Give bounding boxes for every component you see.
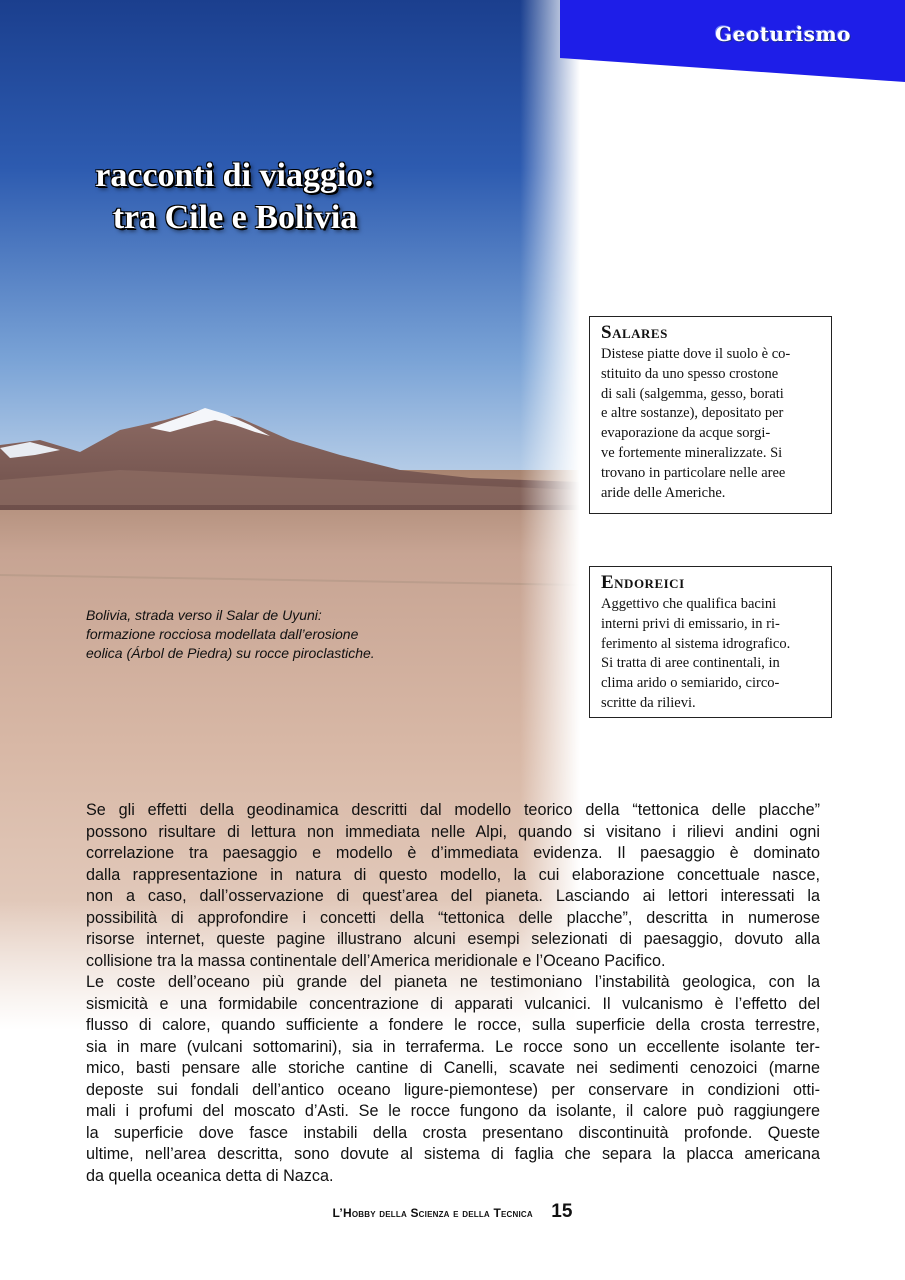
body-line: collisione tra la massa continentale dell’America meridionale e l’Oceano Pacifico. [86,951,666,970]
glossary-term: Endoreici [601,572,685,593]
definition-line: ferimento al sistema idrografico. [601,635,791,652]
body-line: risorse internet, queste pagine illustrano alcuni esempi selezionati di paesaggio, dovuto alla [86,930,820,948]
body-line: ultime, nell’area descritta, sono dovute al sistema di faglia che separa la placca americana [86,1145,820,1163]
photo-caption [86,606,416,663]
body-line: sismicità e una formidabile concentrazione di apparati vulcanici. Il vulcanismo è l’effetto del [86,994,820,1013]
caption-line: formazione rocciosa modellata dall’erosione [86,626,359,642]
article-body [86,800,820,1187]
glossary-box-endoreici [589,566,832,718]
body-line: Se gli effetti della geodinamica descritti dal modello teorico della “tettonica delle placche” [86,801,820,819]
definition-line: trovano in particolare nelle aree [601,464,786,481]
definition-line: interni privi di emissario, in ri- [601,615,780,632]
definition-line: Distese piatte dove il suolo è co- [601,346,791,362]
page-footer [0,1201,905,1223]
section-header-band [560,0,905,82]
body-line: correlazione tra paesaggio e modello è d’immediata evidenza. Il paesaggio è dominato [86,844,820,862]
caption-line: eolica (Árbol de Piedra) su rocce piroclastiche. [86,645,375,661]
definition-line: scritte da rilievi. [601,694,696,711]
body-line: dalla rappresentazione in natura di questo modello, la cui elaborazione concettuale nasce, [86,865,820,884]
article-title-line: tra Cile e Bolivia [112,199,358,236]
glossary-definition [601,595,821,714]
caption-line: Bolivia, strada verso il Salar de Uyuni: [86,607,322,623]
section-label: Geoturismo [715,22,851,46]
article-title [40,155,430,239]
glossary-box-salares [589,316,832,514]
body-line: non a caso, dall’osservazione di quest’area del pianeta. Lasciando ai lettori interessati la [86,887,820,905]
body-line: da quella oceanica detta di Nazca. [86,1166,334,1185]
definition-line: evaporazione da acque sorgi- [601,425,771,442]
definition-line: ve fortemente mineralizzate. Si [601,444,783,461]
body-line: la superficie dove fasce instabili della crosta presentano discontinuità profonde. Queste [86,1123,820,1142]
definition-line: stituito da uno spesso crostone [601,365,779,382]
definition-line: Aggettivo che qualifica bacini [601,596,777,612]
body-line: deposte sui fondali dell’antico oceano ligure-piemontese) per conservare in condizioni otti- [86,1080,820,1099]
article-title-line: racconti di viaggio: [95,157,375,194]
definition-line: di sali (salgemma, gesso, borati [601,385,784,402]
body-line: mico, basti pensare alle storiche cantine di Canelli, scavate nei sedimenti cenozoici (marne [86,1059,820,1077]
glossary-term: Salares [601,322,668,343]
definition-line: e altre sostanze), depositato per [601,405,784,422]
definition-line: Si tratta di aree continentali, in [601,655,780,672]
body-line: sia in mare (vulcani sottomarini), sia in terraferma. Le rocce sono un eccellente isolante ter- [86,1037,820,1056]
body-line: Le coste dell’oceano più grande del pianeta ne testimoniano l’instabilità geologica, con la [86,973,820,991]
definition-line: aride delle Americhe. [601,484,726,501]
definition-line: clima arido o semiarido, circo- [601,675,780,692]
page-number: 15 [551,1201,573,1222]
glossary-definition [601,345,821,503]
body-line: flusso di calore, quando sufficiente a fondere le rocce, sulla superficie della crosta terrestre, [86,1016,820,1034]
body-line: possono risultare di lettura non immediata nelle Alpi, quando si visitano i rilievi andini ogni [86,822,820,841]
body-line: possibilità di approfondire i concetti della “tettonica delle placche”, descritta in numerose [86,908,820,927]
body-line: mali i profumi del moscato d’Asti. Se le rocce fungono da isolante, il calore può raggiungere [86,1102,820,1120]
publication-name: L’Hobby della Scienza e della Tecnica [332,1206,533,1220]
